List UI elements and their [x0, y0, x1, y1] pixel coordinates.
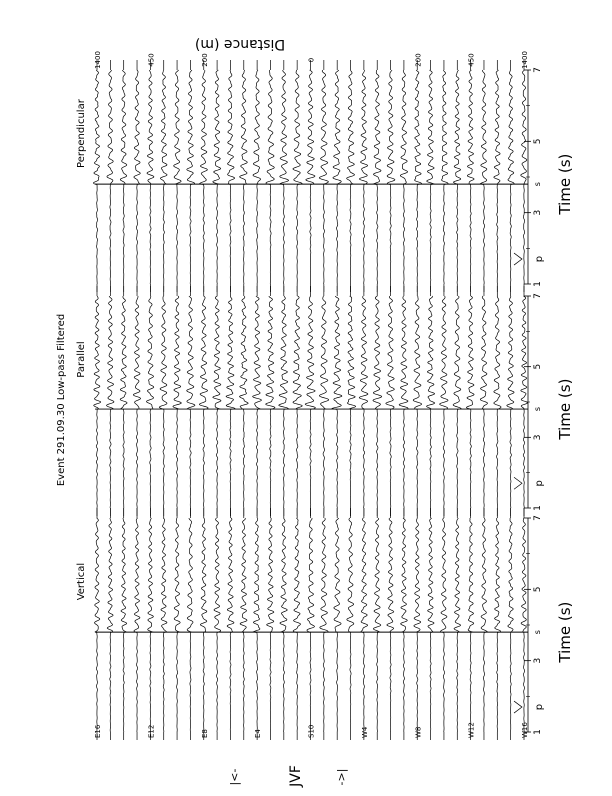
- figure-title: Event 291.09.30 Low-pass Filtered: [56, 313, 67, 487]
- seismic-trace: [293, 296, 302, 508]
- time-tick-label-group: [533, 515, 543, 521]
- seismic-trace: [226, 296, 235, 508]
- jvf-label-group: [288, 765, 304, 788]
- p-phase-label-group: [534, 480, 545, 486]
- seismic-trace: [213, 70, 221, 284]
- time-axis-label-group: [556, 379, 574, 441]
- seismic-trace: [280, 518, 287, 732]
- distance-tick-label-group: [468, 53, 476, 66]
- time-tick-label-group: [533, 364, 543, 370]
- seismic-trace: [466, 296, 474, 508]
- seismic-trace: [107, 518, 113, 732]
- station-label-group: [308, 725, 316, 738]
- time-tick-label-group: [533, 505, 543, 511]
- seismic-trace: [293, 518, 300, 732]
- seismic-trace: [200, 518, 206, 732]
- seismic-trace: [467, 70, 474, 284]
- station-label: E16: [94, 724, 102, 738]
- distance-tick-label-group: [147, 53, 155, 66]
- time-tick-label: 3: [533, 209, 543, 216]
- distance-tick-label: 200: [414, 53, 423, 67]
- panel-title-group: [76, 563, 87, 600]
- seismic-trace: [293, 70, 302, 284]
- station-label-group: [254, 729, 262, 738]
- time-tick-label: 7: [533, 515, 543, 521]
- seismic-trace: [373, 296, 382, 508]
- seismic-trace: [173, 296, 181, 508]
- seismic-trace: [453, 296, 461, 508]
- panel-title: Parallel: [76, 341, 87, 378]
- seismic-trace: [307, 518, 315, 732]
- distance-tick-label-group: [94, 51, 102, 69]
- s-phase-label: s: [533, 406, 542, 412]
- station-label-group: [94, 724, 102, 738]
- p-arrival-arrow: [514, 477, 522, 489]
- seismic-trace: [266, 70, 274, 284]
- time-tick-label: 1: [533, 729, 543, 735]
- distance-axis-label: Distance (m): [194, 36, 286, 52]
- seismic-trace: [359, 296, 368, 508]
- seismic-trace: [332, 296, 342, 508]
- figure-title-group: [56, 314, 67, 486]
- seismic-trace: [147, 70, 154, 284]
- seismic-trace: [306, 70, 315, 284]
- seismic-trace: [134, 518, 140, 732]
- time-axis-label: Time (s): [556, 378, 574, 440]
- seismic-trace: [253, 518, 260, 732]
- seismic-trace: [387, 518, 394, 732]
- seismic-trace: [468, 518, 474, 732]
- seismic-trace: [361, 518, 368, 732]
- station-label-group: [361, 726, 369, 738]
- jvf-left-arrow-group: [228, 769, 241, 786]
- p-phase-label-group: [534, 256, 545, 262]
- station-label: S10: [307, 724, 316, 738]
- time-tick-label: 5: [533, 363, 543, 370]
- seismic-trace: [400, 70, 407, 284]
- time-tick-label-group: [533, 210, 543, 216]
- s-phase-label-group: [533, 182, 542, 186]
- distance-tick-label-group: [414, 53, 422, 66]
- jvf-left-arrow: |<-: [228, 768, 241, 786]
- distance-tick-label: 1400: [521, 51, 529, 69]
- seismic-trace: [148, 518, 154, 732]
- seismic-trace: [240, 518, 247, 732]
- seismic-trace: [507, 296, 514, 508]
- seismic-trace: [427, 70, 434, 284]
- p-arrival-arrow: [514, 701, 522, 713]
- seismic-trace: [494, 296, 501, 508]
- seismic-trace: [347, 518, 354, 732]
- s-phase-label-group: [533, 630, 542, 634]
- distance-tick-label: 0: [307, 57, 316, 63]
- p-phase-label-group: [534, 704, 545, 710]
- seismic-trace: [213, 296, 221, 508]
- seismic-trace: [401, 518, 408, 732]
- station-label: W8: [414, 726, 423, 738]
- time-tick-label: 1: [533, 281, 543, 287]
- station-label: W16: [521, 722, 529, 738]
- panel-title: Perpendicular: [76, 99, 87, 168]
- seismic-trace: [333, 70, 341, 284]
- seismic-trace: [359, 70, 367, 284]
- panel-title-group: [76, 341, 87, 377]
- s-phase-label: s: [533, 182, 542, 187]
- station-label: E4: [254, 729, 263, 738]
- seismic-trace: [174, 518, 180, 732]
- seismic-trace: [414, 518, 421, 732]
- seismic-trace: [508, 518, 513, 732]
- seismic-trace: [93, 70, 99, 284]
- time-tick-label: 5: [533, 138, 543, 145]
- jvf-label: JVF: [288, 765, 304, 787]
- time-axis-label-group: [556, 154, 574, 216]
- station-label-group: [521, 722, 529, 738]
- seismic-trace: [413, 296, 421, 508]
- time-tick-label: 5: [533, 586, 543, 593]
- seismic-trace: [440, 296, 448, 508]
- seismic-trace: [267, 518, 274, 732]
- seismic-trace: [521, 70, 527, 284]
- seismic-trace: [427, 296, 435, 508]
- time-axis-label-group: [556, 602, 574, 664]
- seismic-trace: [121, 518, 127, 732]
- seismic-trace: [386, 296, 394, 508]
- time-tick-label-group: [533, 281, 543, 287]
- seismic-trace: [319, 296, 328, 508]
- seismic-trace: [187, 518, 193, 732]
- time-tick-label: 1: [533, 505, 543, 511]
- time-tick-label: 3: [533, 434, 543, 441]
- seismic-trace: [453, 70, 460, 284]
- seismic-trace: [454, 518, 460, 732]
- seismic-trace: [159, 296, 167, 508]
- station-label: E12: [147, 724, 156, 738]
- distance-label-group: [195, 36, 285, 52]
- station-label: E8: [200, 729, 209, 738]
- seismic-trace: [120, 296, 127, 508]
- seismic-trace: [228, 70, 235, 284]
- seismic-trace: [120, 70, 126, 284]
- seismic-trace: [107, 296, 114, 508]
- distance-tick-label: 450: [147, 53, 156, 67]
- seismic-trace: [428, 518, 434, 732]
- seismic-trace: [279, 296, 289, 508]
- seismic-trace: [146, 296, 153, 508]
- seismic-trace: [319, 70, 328, 284]
- jvf-right-arrow-group: [335, 769, 348, 786]
- seismic-trace: [399, 296, 408, 508]
- station-label-group: [201, 729, 209, 738]
- time-axis-label: Time (s): [556, 601, 574, 663]
- seismic-trace: [495, 518, 501, 732]
- time-tick-label: 3: [533, 657, 543, 664]
- seismic-trace: [373, 518, 380, 732]
- time-tick-label-group: [533, 138, 543, 144]
- seismic-trace: [280, 70, 289, 284]
- station-label-group: [147, 725, 155, 738]
- panel-title: Vertical: [76, 562, 87, 601]
- p-phase-label: p: [534, 255, 545, 263]
- seismic-trace: [521, 296, 528, 508]
- seismic-trace: [214, 518, 221, 732]
- seismic-trace: [266, 296, 275, 508]
- seismic-trace: [508, 70, 514, 284]
- distance-tick-label: 200: [200, 53, 209, 67]
- time-tick-label: 7: [533, 67, 543, 73]
- time-tick-label-group: [533, 293, 543, 299]
- p-phase-label: p: [534, 480, 545, 487]
- seismic-trace: [134, 70, 140, 284]
- distance-tick-label-group: [521, 51, 529, 69]
- panel-title-group: [76, 98, 87, 168]
- seismic-trace: [174, 70, 181, 284]
- seismic-trace: [442, 70, 448, 284]
- seismic-trace: [441, 518, 447, 732]
- seismic-trace: [253, 70, 261, 284]
- seismic-trace: [199, 296, 208, 508]
- time-axis-label: Time (s): [556, 153, 574, 215]
- seismic-trace: [94, 296, 101, 508]
- seismic-trace: [521, 518, 526, 732]
- seismic-trace: [240, 70, 248, 284]
- distance-tick-label: 450: [467, 53, 476, 67]
- s-phase-label-group: [533, 407, 542, 411]
- seismic-trace: [240, 296, 249, 508]
- seismic-trace: [187, 70, 195, 284]
- station-label: W4: [360, 726, 369, 738]
- distance-tick-label: 1400: [94, 51, 102, 69]
- seismic-trace: [387, 70, 395, 284]
- seismic-trace: [320, 518, 328, 732]
- station-label-group: [414, 727, 422, 738]
- station-label: W12: [467, 722, 476, 738]
- seismic-trace: [227, 518, 234, 732]
- station-label-group: [468, 722, 476, 738]
- time-tick-label-group: [533, 434, 543, 440]
- distance-tick-label-group: [201, 53, 209, 66]
- seismic-trace: [95, 518, 100, 732]
- seismic-trace: [253, 296, 262, 508]
- seismic-trace: [160, 70, 167, 284]
- seismic-trace: [415, 70, 422, 284]
- seismic-trace: [334, 518, 341, 732]
- p-phase-label: p: [534, 703, 545, 711]
- seismic-trace: [481, 518, 487, 732]
- seismic-trace: [347, 70, 355, 284]
- seismic-trace: [305, 296, 315, 508]
- seismic-trace: [347, 296, 355, 508]
- seismic-trace: [494, 70, 500, 284]
- seismic-trace: [373, 70, 381, 284]
- distance-tick-label-group: [308, 58, 316, 62]
- seismic-trace: [133, 296, 140, 508]
- seismic-trace: [480, 296, 487, 508]
- time-tick-label: 7: [533, 293, 543, 299]
- jvf-right-arrow: ->|: [335, 768, 348, 786]
- time-tick-label-group: [533, 586, 543, 592]
- p-arrival-arrow: [514, 253, 522, 265]
- time-tick-label-group: [533, 67, 543, 73]
- seismic-trace: [187, 296, 195, 508]
- seismic-trace: [200, 70, 208, 284]
- time-tick-label-group: [533, 658, 543, 664]
- s-phase-label: s: [533, 630, 542, 635]
- seismic-trace: [161, 518, 167, 732]
- seismic-trace: [107, 70, 113, 284]
- seismic-trace: [480, 70, 487, 284]
- time-tick-label-group: [533, 729, 543, 735]
